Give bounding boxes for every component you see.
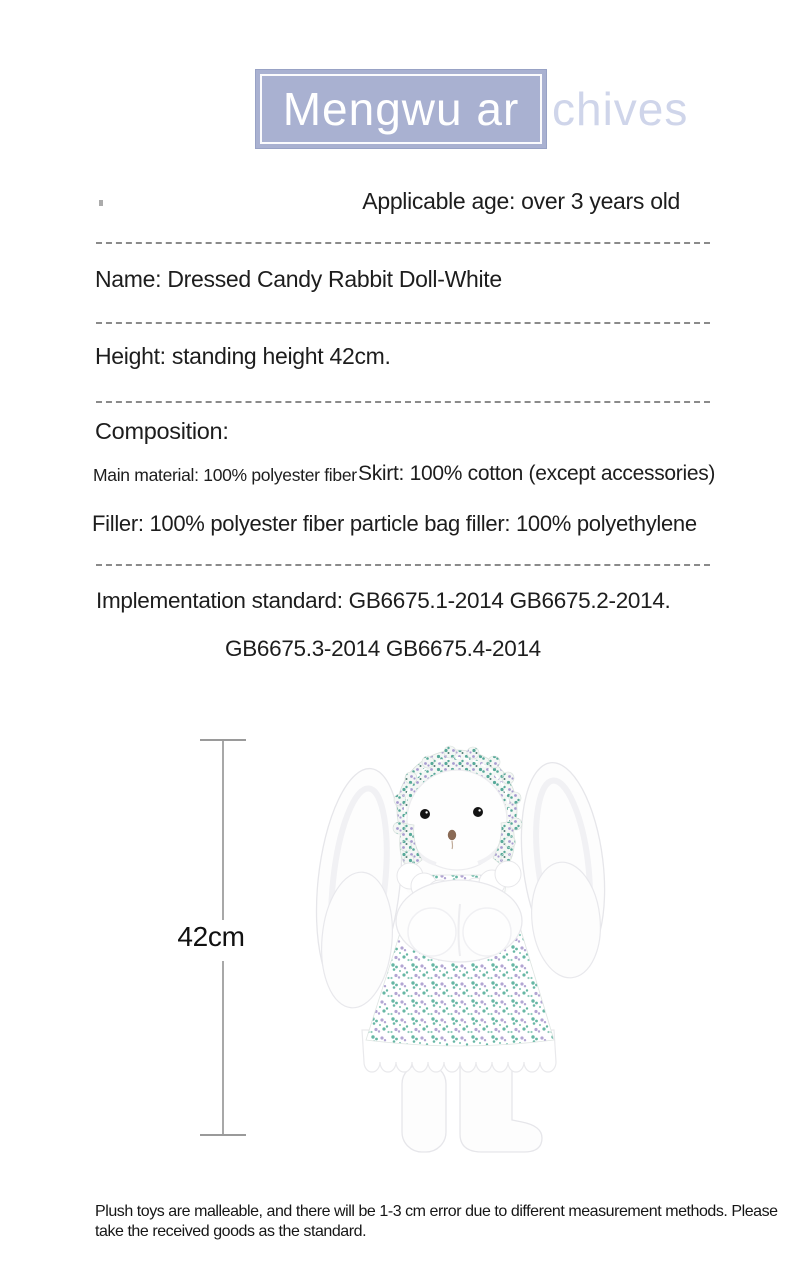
filler-material-text: Filler: 100% polyester fiber particle bag filler: 100% polyethylene [92,511,697,536]
measure-line-lower [222,961,224,1134]
dashed-separator [96,564,710,566]
composition-heading: Composition: [95,418,229,444]
rabbit-legs [402,1064,542,1152]
dashed-separator [96,242,710,244]
product-height-text: Height: standing height 42cm. [95,343,391,369]
measure-line-upper [222,741,224,920]
dashed-separator [96,322,710,324]
skirt-material-text: Skirt: 100% cotton (except accessories) [358,462,716,485]
measure-cap-bottom [200,1134,246,1136]
measure-label: 42cm [177,921,245,952]
brand-title: Mengwu ar [282,83,520,135]
disclaimer-text: Plush toys are malleable, and there will be 1-3 cm error due to different measurement methods. Please take the received goods as the standard. [95,1203,778,1240]
main-material-text: Main material: 100% polyester fiber [93,465,357,485]
applicable-age-text: Applicable age: over 3 years old [362,188,680,214]
dashed-separator [96,401,710,403]
brand-title-overflow: chives [552,83,689,135]
brand-banner [255,69,689,149]
product-name-text: Name: Dressed Candy Rabbit Doll-White [95,266,502,292]
rabbit-doll-image [310,728,610,1168]
implementation-standard-line1: Implementation standard: GB6675.1-2014 GB6675.2-2014. [96,588,671,613]
implementation-standard-line2: GB6675.3-2014 GB6675.4-2014 [225,636,541,661]
rabbit-arms [396,880,522,962]
